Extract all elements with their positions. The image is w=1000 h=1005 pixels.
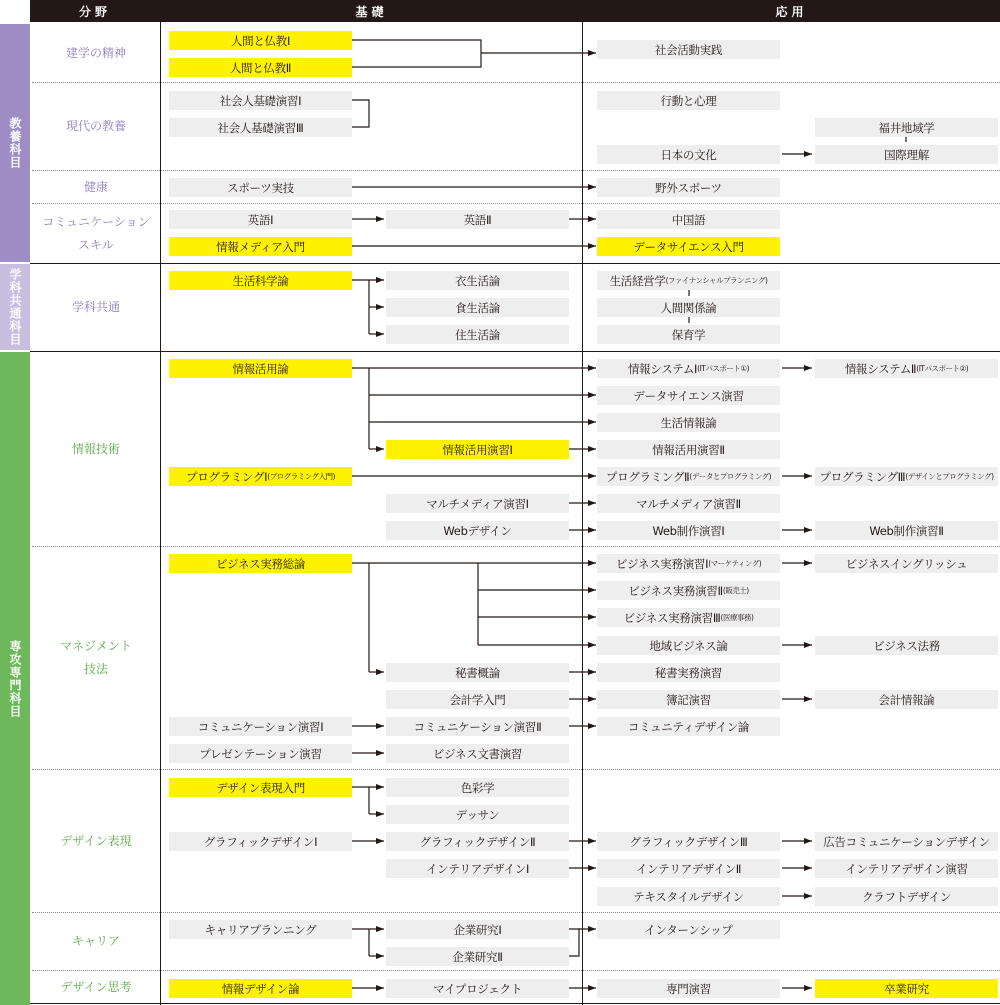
course-shoku-seikatsu: 食生活論: [386, 298, 569, 317]
course-biz3: ビジネス実務演習Ⅲ (医療事務): [597, 608, 780, 627]
field-thinking: デザイン思考: [60, 979, 132, 994]
header-applied: 応用: [583, 0, 1000, 22]
course-shakai-katsudo: 社会活動実践: [597, 40, 780, 59]
course-kodo: 行動と心理: [597, 91, 780, 110]
course-ds-enshu: データサイエンス演習: [597, 386, 780, 405]
field-career: キャリア: [71, 934, 120, 949]
course-media-nyumon: 情報メディア入門: [169, 237, 352, 256]
course-prog2: プログラミングⅡ (データとプログラミング): [597, 467, 780, 486]
course-chiiki-biz: 地域ビジネス論: [597, 636, 780, 655]
course-graphic3: グラフィックデザインⅢ: [597, 832, 780, 851]
course-katsuyo-enshu2: 情報活用演習Ⅱ: [597, 440, 780, 459]
category-general: 教養科目: [0, 24, 30, 262]
field-spirit: 建学の精神: [65, 45, 126, 60]
course-joho-katsuyo: 情報活用論: [169, 359, 352, 378]
course-shikisai: 色彩学: [386, 778, 569, 797]
course-hisho-gairon: 秘書概論: [386, 663, 569, 682]
course-kokoku: 広告コミュニケーションデザイン: [815, 832, 998, 851]
course-biz-soron: ビジネス実務総論: [169, 554, 352, 573]
course-kokusai: 国際理解: [815, 145, 998, 164]
course-ningen2: 人間と仏教Ⅱ: [169, 58, 352, 77]
course-web2: Web制作演習Ⅱ: [815, 521, 998, 540]
course-kigyo2: 企業研究Ⅱ: [386, 947, 569, 966]
header-field: 分野: [30, 0, 160, 22]
course-ju-seikatsu: 住生活論: [386, 325, 569, 344]
course-design-nyumon: デザイン表現入門: [169, 778, 352, 797]
course-ningen-kankei: 人間関係論: [597, 298, 780, 317]
course-my-project: マイプロジェクト: [386, 979, 569, 998]
course-multi2: マルチメディア演習Ⅱ: [597, 494, 780, 513]
course-i-seikatsu: 衣生活論: [386, 271, 569, 290]
course-eigo1: 英語Ⅰ: [169, 210, 352, 229]
course-biz-bunsho: ビジネス文書演習: [386, 744, 569, 763]
course-presen: プレゼンテーション演習: [169, 744, 352, 763]
course-katsuyo-enshu1: 情報活用演習Ⅰ: [386, 440, 569, 459]
header-basic: 基礎: [161, 0, 582, 22]
field-it: 情報技術: [71, 441, 120, 456]
course-shakaijin3: 社会人基礎演習Ⅲ: [169, 118, 352, 137]
course-textile: テキスタイルデザイン: [597, 887, 780, 906]
course-intern: インターンシップ: [597, 920, 780, 939]
course-sports: スポーツ実技: [169, 178, 352, 197]
course-seikatsu-kagaku: 生活科学論: [169, 271, 352, 290]
course-joho-sys1: 情報システムⅠ (ITパスポート①): [597, 359, 780, 378]
course-joho-design: 情報デザイン論: [169, 979, 352, 998]
course-interior1: インテリアデザインⅠ: [386, 859, 569, 878]
course-yagai: 野外スポーツ: [597, 178, 780, 197]
course-comm-enshu1: コミュニケーション演習Ⅰ: [169, 717, 352, 736]
course-interior2: インテリアデザインⅡ: [597, 859, 780, 878]
course-biz2: ビジネス実務演習Ⅱ (販売士): [597, 581, 780, 600]
field-health: 健康: [83, 179, 108, 194]
course-eigo2: 英語Ⅱ: [386, 210, 569, 229]
category-major: 専攻専門科目: [0, 352, 30, 1005]
course-keiei: 生活経営学 (ファイナンシャルプランニング): [597, 271, 780, 290]
course-graphic1: グラフィックデザインⅠ: [169, 832, 352, 851]
course-biz-homu: ビジネス法務: [815, 636, 998, 655]
course-prog3: プログラミングⅢ (デザインとプログラミング): [815, 467, 998, 486]
course-interior-enshu: インテリアデザイン演習: [815, 859, 998, 878]
course-craft: クラフトデザイン: [815, 887, 998, 906]
course-chugoku: 中国語: [597, 210, 780, 229]
course-prog1: プログラミングⅠ (プログラミング入門): [169, 467, 352, 486]
course-boki: 簿記演習: [597, 690, 780, 709]
course-sotsugyo: 卒業研究: [815, 979, 998, 998]
course-graphic2: グラフィックデザインⅡ: [386, 832, 569, 851]
course-biz1: ビジネス実務演習Ⅰ (マーケティング): [597, 554, 780, 573]
course-kaikei-joho: 会計情報論: [815, 690, 998, 709]
course-biz-english: ビジネスイングリッシュ: [815, 554, 998, 573]
field-management: マネジメント 技法: [60, 639, 132, 676]
field-communication: コミュニケーション スキル: [42, 214, 150, 252]
course-hisho-enshu: 秘書実務演習: [597, 663, 780, 682]
category-common: 学科共通科目: [0, 264, 30, 350]
course-career-plan: キャリアプランニング: [169, 920, 352, 939]
course-kigyo1: 企業研究Ⅰ: [386, 920, 569, 939]
course-senmon: 専門演習: [597, 979, 780, 998]
course-fukui: 福井地域学: [815, 118, 998, 137]
course-ningen1: 人間と仏教Ⅰ: [169, 31, 352, 50]
field-common: 学科共通: [71, 300, 120, 315]
field-design: デザイン表現: [60, 833, 132, 848]
course-dessin: デッサン: [386, 805, 569, 824]
course-seikatsu-joho: 生活情報論: [597, 413, 780, 432]
course-web1: Web制作演習Ⅰ: [597, 521, 780, 540]
course-kaikei-nyumon: 会計学入門: [386, 690, 569, 709]
course-comm-enshu2: コミュニケーション演習Ⅱ: [386, 717, 569, 736]
course-multi1: マルチメディア演習Ⅰ: [386, 494, 569, 513]
course-nihon: 日本の文化: [597, 145, 780, 164]
course-community: コミュニティデザイン論: [597, 717, 780, 736]
course-web-design: Webデザイン: [386, 521, 569, 540]
course-shakaijin1: 社会人基礎演習Ⅰ: [169, 91, 352, 110]
course-joho-sys2: 情報システムⅡ (ITパスポート②): [815, 359, 998, 378]
course-hoiku: 保育学: [597, 325, 780, 344]
course-ds-nyumon: データサイエンス入門: [597, 237, 780, 256]
field-modern: 現代の教養: [65, 119, 126, 134]
